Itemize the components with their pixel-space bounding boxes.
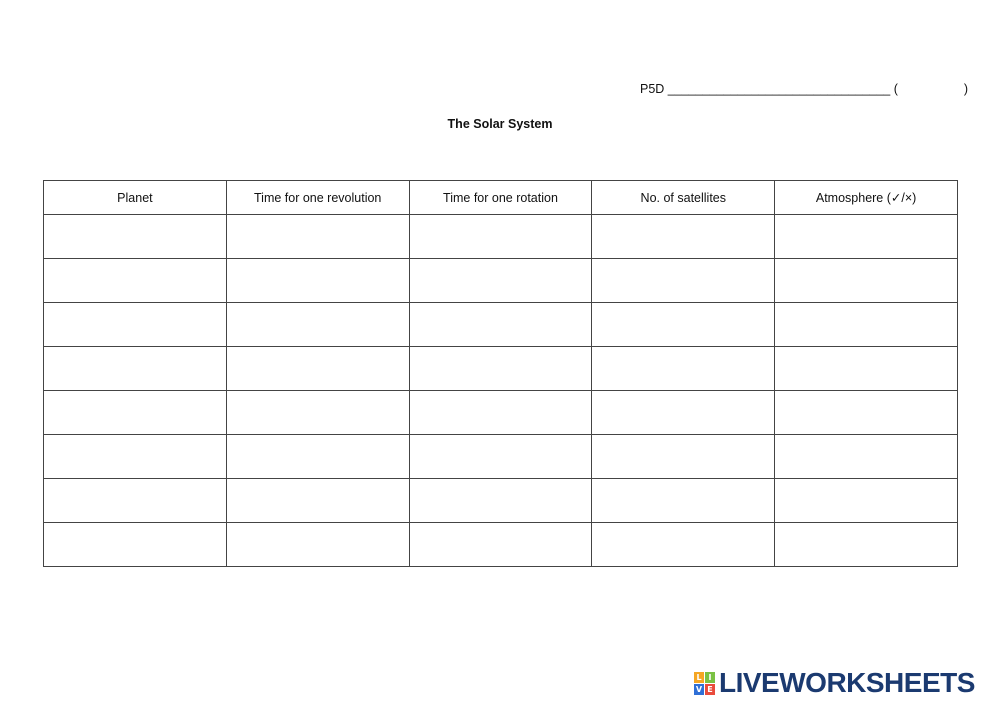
answer-cell[interactable] [44,215,227,259]
answer-cell[interactable] [592,435,775,479]
answer-cell[interactable] [226,347,409,391]
answer-cell[interactable] [226,435,409,479]
answer-cell[interactable] [592,215,775,259]
table-body [44,215,958,567]
answer-cell[interactable] [775,479,958,523]
logo-badge-letter: I [705,672,715,683]
table-row [44,391,958,435]
logo-badge-letter: E [705,684,715,695]
table-row [44,347,958,391]
answer-cell[interactable] [44,479,227,523]
answer-cell[interactable] [592,347,775,391]
answer-cell[interactable] [409,435,592,479]
answer-cell[interactable] [775,347,958,391]
answer-cell[interactable] [409,391,592,435]
answer-cell[interactable] [775,215,958,259]
answer-cell[interactable] [226,259,409,303]
column-header-rotation: Time for one rotation [409,181,592,215]
answer-cell[interactable] [44,523,227,567]
answer-cell[interactable] [409,479,592,523]
answer-cell[interactable] [226,391,409,435]
answer-cell[interactable] [44,303,227,347]
table-row [44,303,958,347]
liveworksheets-logo [694,668,975,698]
answer-cell[interactable] [592,303,775,347]
answer-cell[interactable] [44,259,227,303]
answer-cell[interactable] [775,303,958,347]
class-name-number-line: P5D ________________________________ ( ) [640,82,969,96]
answer-cell[interactable] [44,435,227,479]
answer-cell[interactable] [775,523,958,567]
answer-cell[interactable] [409,215,592,259]
answer-cell[interactable] [409,523,592,567]
answer-cell[interactable] [592,523,775,567]
answer-cell[interactable] [592,259,775,303]
answer-cell[interactable] [44,347,227,391]
answer-cell[interactable] [226,479,409,523]
column-header-satellites: No. of satellites [592,181,775,215]
answer-cell[interactable] [226,523,409,567]
answer-cell[interactable] [409,303,592,347]
table-row [44,215,958,259]
answer-cell[interactable] [592,391,775,435]
answer-cell[interactable] [226,215,409,259]
answer-cell[interactable] [775,435,958,479]
answer-cell[interactable] [775,259,958,303]
logo-badge-letter: L [694,672,704,683]
solar-system-table [43,180,958,567]
answer-cell[interactable] [409,347,592,391]
answer-cell[interactable] [409,259,592,303]
table-header-row [44,181,958,215]
page-title: The Solar System [447,117,553,131]
answer-cell[interactable] [44,391,227,435]
answer-cell[interactable] [226,303,409,347]
table-row [44,259,958,303]
column-header-planet: Planet [44,181,227,215]
answer-cell[interactable] [775,391,958,435]
logo-badge-icon [694,672,715,695]
column-header-atmosphere: Atmosphere (✓/×) [775,181,958,215]
column-header-revolution: Time for one revolution [226,181,409,215]
table-row [44,435,958,479]
logo-badge-letter: V [695,684,703,694]
table-row [44,523,958,567]
table-row [44,479,958,523]
logo-text: LIVEWORKSHEETS [719,667,975,698]
answer-cell[interactable] [592,479,775,523]
